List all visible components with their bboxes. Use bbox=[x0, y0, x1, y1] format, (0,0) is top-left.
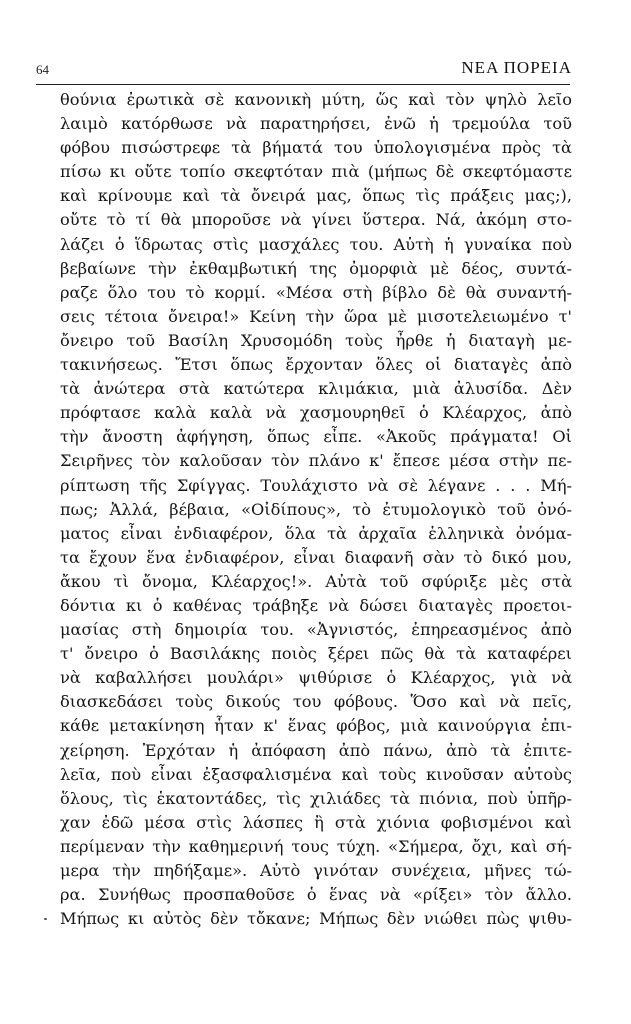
text-line: μερα τὴν πηδήξαμε». Αὐτὸ γινόταν συνέχεια, μῆνες τώ- bbox=[60, 861, 572, 880]
text-line: τὰ ἀνώτερα στὰ κατώτερα κλιμάκια, μιὰ ἀλυσίδα. Δὲν bbox=[60, 379, 572, 399]
text-line: λαιμὸ κατόρθωσε νὰ παρατηρήσει, ἐνῶ ἡ τρεμούλα τοῦ bbox=[60, 114, 572, 134]
text-line: κάθε μετακίνηση ἦταν κ' ἕνας φόβος, μιὰ καινούργια ἐπι- bbox=[60, 716, 572, 736]
text-line: ρίπτωση τῆς Σφίγγας. Τουλάχιστο νὰ σὲ λέγανε . . . Μή- bbox=[60, 475, 572, 495]
text-line: πρόφτασε καλὰ καλὰ νὰ χασμουρηθεῖ ὁ Κλέαρχος, ἀπὸ bbox=[60, 403, 572, 423]
text-line: οὔτε τὸ τί θὰ μποροῦσε νὰ γίνει ὕστερα. Νά, ἀκόμη στο- bbox=[60, 210, 572, 230]
text-line: βεβαίωνε τὴν ἐκθαμβωτική της ὀμορφιὰ μὲ δέος, συντά- bbox=[60, 258, 572, 278]
running-header bbox=[36, 58, 572, 82]
text-line: λεῖα, ποὺ εἶναι ἐξασφαλισμένα καὶ τοὺς κινοῦσαν αὐτοὺς bbox=[60, 764, 572, 784]
header-rule bbox=[36, 84, 570, 85]
text-line: ρα. Συνήθως προσπαθοῦσε ὁ ἕνας νὰ «ρίξει» τὸν ἄλλο. bbox=[60, 885, 572, 905]
ink-speck bbox=[44, 918, 47, 920]
text-line: Μήπως κι αὐτὸς δὲν τὄκανε; Μήπως δὲν νιώθει πὼς ψιθυ- bbox=[60, 909, 572, 929]
text-line: Σειρῆνες τὸν καλοῦσαν τὸν πλάνο κ' ἔπεσε μέσα στὴν πε- bbox=[60, 451, 572, 471]
text-line: θούνια ἐρωτικὰ σὲ κανονικὴ μύτη, ὥς καὶ τὸν ψηλὸ λεῖο bbox=[60, 90, 572, 109]
text-line: φόβου πισώστρεφε τὰ βήματά του ὑπολογισμένα πρὸς τὰ bbox=[60, 138, 572, 158]
text-line: διασκεδάσει τοὺς δικούς του φόβους. Ὅσο καὶ νὰ πεῖς, bbox=[60, 692, 572, 712]
journal-title: ΝΕΑ ΠΟΡΕΙΑ bbox=[461, 58, 572, 77]
text-line: δόντια κι ὁ καθένας τράβηξε νὰ δώσει διαταγὲς προετοι- bbox=[60, 595, 572, 615]
text-line: ὅλους, τὶς ἑκατοντάδες, τὶς χιλιάδες τὰ πιόνια, ποὺ ὑπῆρ- bbox=[60, 788, 572, 808]
text-line: πως; Ἀλλά, βέβαια, «Οἰδίπους», τὸ ἐτυμολογικὸ τοῦ ὀνό- bbox=[60, 499, 572, 519]
text-line: ὄνειρο τοῦ Βασίλη Χρυσομόδη τοὺς ἦρθε ἡ διαταγὴ με- bbox=[60, 330, 572, 350]
text-line: χαν ἐδῶ μέσα στὶς λάσπες ἢ στὰ χιόνια φοβισμένοι καὶ bbox=[60, 812, 572, 832]
text-line: πίσω κι οὔτε τοπίο σκεφτόταν πιὰ (μήπως δὲ σκεφτόμαστε bbox=[60, 162, 572, 182]
text-line: περίμεναν τὴν καθημερινή τους τύχη. «Σήμερα, ὄχι, καὶ σή- bbox=[60, 836, 572, 856]
text-line: λάζει ὁ ἵδρωτας στὶς μασχάλες του. Αὐτὴ ἡ γυναίκα ποὺ bbox=[60, 234, 572, 254]
text-line: τὴν ἄνοστη ἀφήγηση, ὅπως εἶπε. «Ἀκοῦς πράγματα! Οἱ bbox=[60, 427, 572, 447]
text-line: ἄκου τὶ ὄνομα, Κλέαρχος!». Αὐτὰ τοῦ σφύριξε μὲς στὰ bbox=[60, 571, 572, 591]
page-number: 64 bbox=[36, 62, 49, 77]
text-line: ματος εἶναι ἐνδιαφέρον, ὅλα τὰ ἀρχαῖα ἑλληνικὰ ὀνόμα- bbox=[60, 523, 572, 543]
text-line: νὰ καβαλλήσει μουλάρι» ψιθύρισε ὁ Κλέαρχος, γιὰ νὰ bbox=[60, 668, 572, 688]
body-text bbox=[60, 88, 572, 931]
text-line: ραζε ὅλο του τὸ κορμί. «Μέσα στὴ βίβλο δὲ θὰ συναντή- bbox=[60, 282, 572, 302]
text-line: τα ἔχουν ἕνα ἐνδιαφέρον, εἶναι διαφανῆ σὰν τὸ δικό μου, bbox=[60, 547, 572, 567]
text-line: τ' ὄνειρο ὁ Βασιλάκης ποιὸς ξέρει πῶς θὰ τὰ καταφέρει bbox=[60, 644, 572, 664]
text-line: χείρηση. Ἐρχόταν ἡ ἀπόφαση ἀπὸ πάνω, ἀπὸ τὰ ἐπιτε- bbox=[60, 740, 572, 760]
text-line: τακινήσεως. Ἔτσι ὅπως ἔρχονταν ὅλες οἱ διαταγὲς ἀπὸ bbox=[60, 355, 572, 375]
text-line: μασίας στὴ δημοιρία του. «Ἀγνιστός, ἐπηρεασμένος ἀπὸ bbox=[60, 620, 572, 640]
text-line: καὶ κρίνουμε καὶ τὰ ὄνειρά μας, ὅπως τὶς πράξεις μας;), bbox=[60, 186, 572, 206]
text-line: σεις τέτοια ὄνειρα!» Κείνη τὴν ὥρα μὲ μισοτελειωμένο τ' bbox=[60, 306, 572, 326]
